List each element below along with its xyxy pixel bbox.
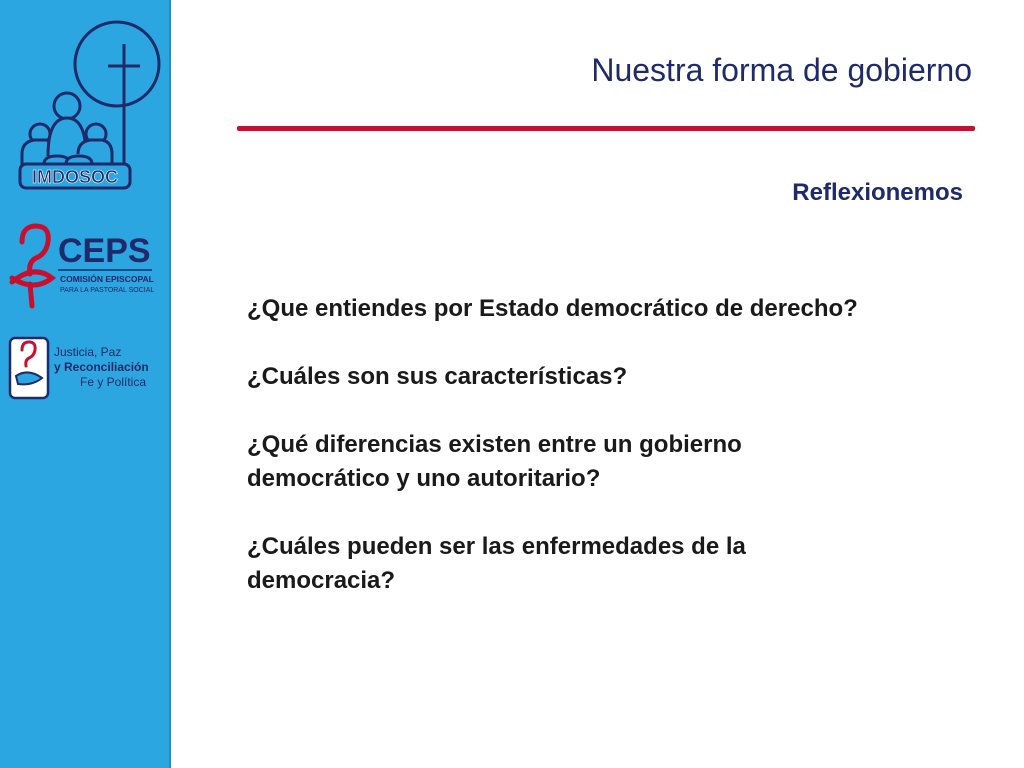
- imdosoc-logo-text: IMDOSOC: [31, 167, 119, 187]
- question-list: [247, 292, 867, 632]
- section-subtitle: Reflexionemos: [792, 179, 963, 206]
- ceps-logo-line2: PARA LA PASTORAL SOCIAL: [60, 287, 155, 294]
- imdosoc-logo: [12, 14, 162, 192]
- justicia-paz-line3: Fe y Política: [80, 375, 147, 389]
- justicia-paz-line2: y Reconciliación: [54, 360, 149, 374]
- question-item: ¿Que entiendes por Estado democrático de derecho?: [247, 295, 858, 322]
- justicia-paz-logo: [8, 336, 168, 402]
- page-title: Nuestra forma de gobierno: [591, 52, 972, 88]
- ceps-logo-line1: COMISIÓN EPISCOPAL: [60, 274, 154, 284]
- question-item: ¿Cuáles son sus características?: [247, 363, 628, 390]
- title-underline: [237, 126, 975, 131]
- justicia-paz-line1: Justicia, Paz: [54, 345, 122, 359]
- sidebar: [0, 0, 171, 768]
- question-item: ¿Qué diferencias existen entre un gobierno democrático y uno autoritario?: [247, 431, 742, 492]
- question-item: ¿Cuáles pueden ser las enfermedades de la democracia?: [247, 533, 746, 594]
- ceps-logo: [8, 222, 166, 314]
- ceps-logo-name: CEPS: [58, 232, 151, 270]
